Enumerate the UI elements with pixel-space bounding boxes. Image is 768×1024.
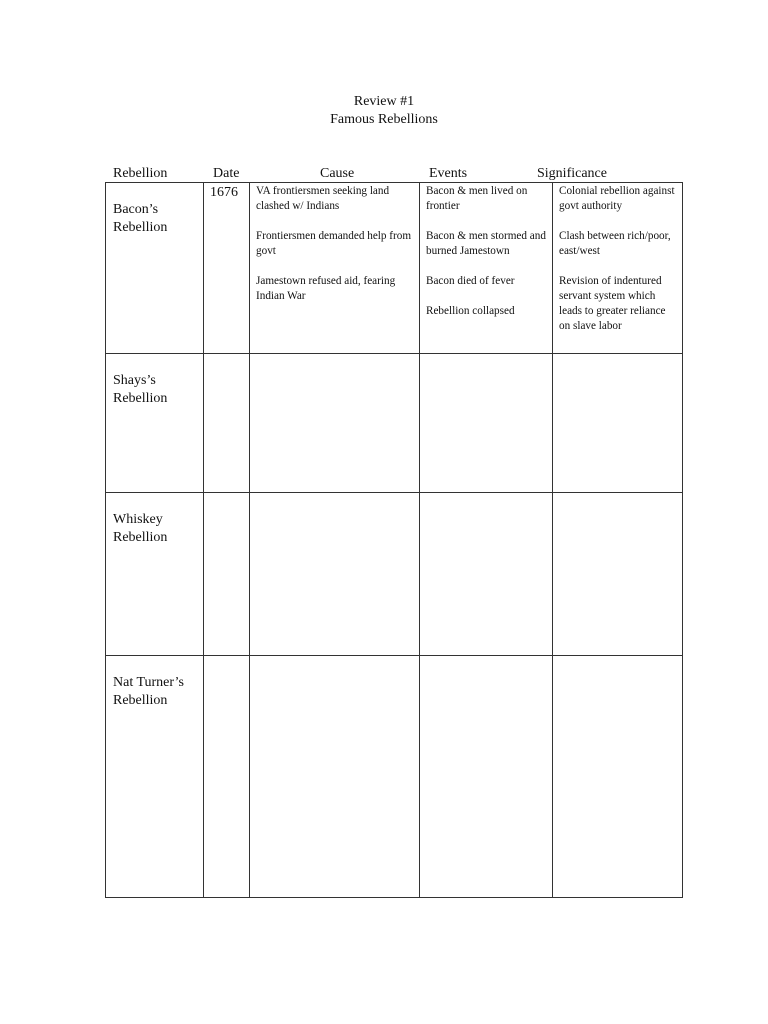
significance-note: Clash between rich/poor, east/west [559, 230, 671, 257]
rebellion-name: Whiskey [113, 512, 163, 527]
event-note: Rebellion collapsed [426, 305, 515, 317]
events-cell [420, 493, 553, 656]
column-header-date: Date [213, 166, 240, 181]
cause-note: Frontiersmen demanded help from govt [256, 230, 412, 257]
rebellion-cell [106, 354, 204, 493]
significance-cell [553, 183, 683, 354]
document-subtitle: Famous Rebellions [330, 112, 438, 127]
rebellions-table [105, 182, 683, 898]
event-note: Bacon died of fever [426, 275, 515, 287]
event-note: Bacon & men lived on frontier [426, 185, 528, 212]
rebellion-name: Rebellion [113, 530, 168, 545]
date-cell [204, 493, 250, 656]
cause-cell [250, 656, 420, 898]
table-row [106, 354, 683, 493]
date-value: 1676 [210, 185, 238, 200]
table-row [106, 183, 683, 354]
events-cell [420, 183, 553, 354]
rebellion-cell [106, 183, 204, 354]
rebellion-name: Shays’s [113, 373, 156, 388]
significance-cell [553, 354, 683, 493]
date-cell [204, 183, 250, 354]
cause-cell [250, 493, 420, 656]
rebellion-cell [106, 493, 204, 656]
event-note: Bacon & men stormed and burned Jamestown [426, 230, 546, 257]
significance-cell [553, 656, 683, 898]
events-cell [420, 354, 553, 493]
document-title: Review #1 [353, 94, 415, 109]
rebellion-name: Rebellion [113, 220, 168, 235]
significance-cell [553, 493, 683, 656]
cause-note: VA frontiersmen seeking land clashed w/ Indians [256, 185, 390, 212]
significance-note: Colonial rebellion against govt authority [559, 185, 675, 212]
rebellion-cell [106, 656, 204, 898]
cause-cell [250, 354, 420, 493]
significance-note: Revision of indentured servant system which leads to greater reliance on slave labor [559, 275, 666, 332]
column-header-significance: Significance [537, 166, 607, 181]
date-cell [204, 656, 250, 898]
table-row [106, 656, 683, 898]
rebellion-name: Nat Turner’s [113, 675, 184, 690]
rebellion-name: Bacon’s [113, 202, 159, 217]
column-header-events: Events [429, 166, 468, 181]
rebellion-name: Rebellion [113, 693, 168, 708]
rebellion-name: Rebellion [113, 391, 168, 406]
column-header-cause: Cause [320, 166, 355, 181]
cause-cell [250, 183, 420, 354]
events-cell [420, 656, 553, 898]
cause-note: Jamestown refused aid, fearing Indian War [256, 275, 396, 302]
date-cell [204, 354, 250, 493]
column-header-rebellion: Rebellion [113, 166, 168, 181]
table-row [106, 493, 683, 656]
